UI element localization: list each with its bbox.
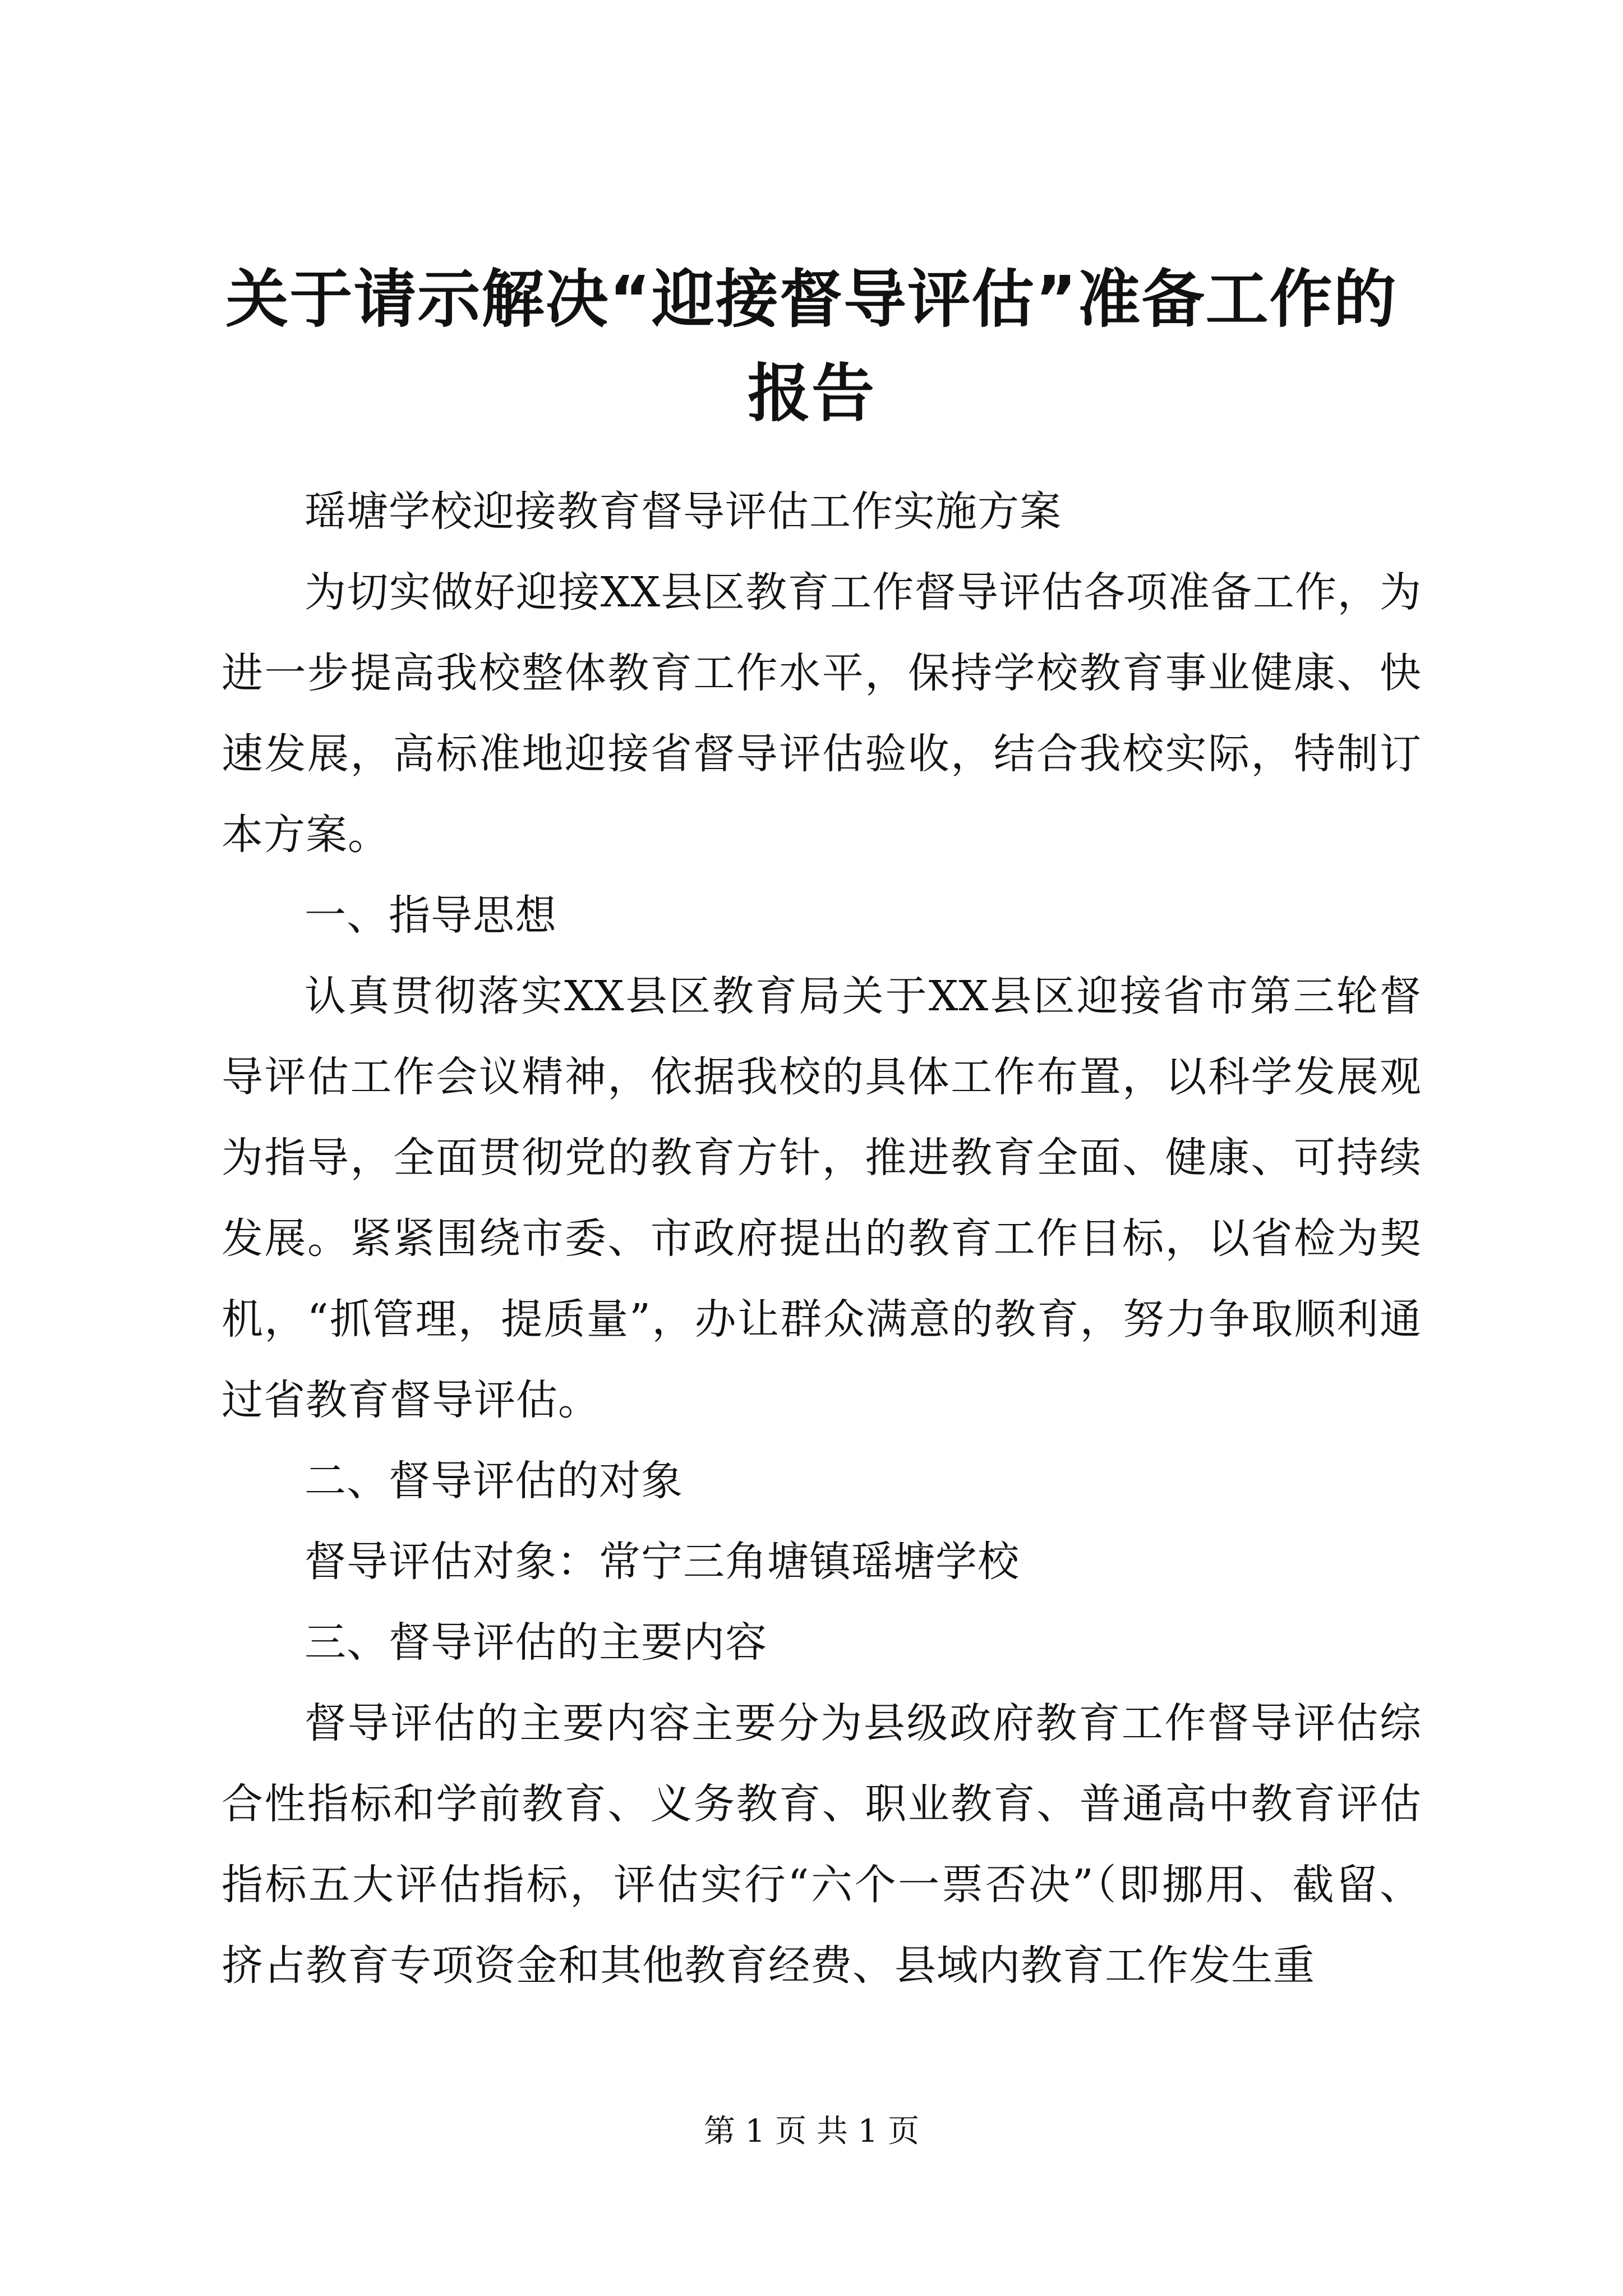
section-heading-guiding-thought: 一、指导思想 <box>305 891 557 940</box>
paragraph-guiding-thought: 认真贯彻落实XX县区教育局关于XX县区迎接省市第三轮督导评估工作会议精神，依据我校的具体工作布置，以科学发展观为指导，全面贯彻党的教育方针，推进教育全面、健康、可持续发展。紧紧围绕市委、市政府提出的教育工作目标，以省检为契机，“抓管理，提质量”，办让群众满意的教育，努力争取顺利通过省教育督导评估。 <box>222 972 1422 1424</box>
paragraph-intro: 为切实做好迎接XX县区教育工作督导评估各项准备工作，为进一步提高我校整体教育工作水平，保持学校教育事业健康、快速发展，高标准地迎接省督导评估验收，结合我校实际，特制订本方案。 <box>222 568 1422 859</box>
section-heading-evaluation-target: 二、督导评估的对象 <box>305 1457 683 1505</box>
paragraph-plan-title: 瑶塘学校迎接教育督导评估工作实施方案 <box>305 487 1062 536</box>
document-body <box>222 471 1422 2006</box>
document-title: 关于请示解决“迎接督导评估”准备工作的报告 <box>225 263 1398 430</box>
paragraph-main-content: 督导评估的主要内容主要分为县级政府教育工作督导评估综合性指标和学前教育、义务教育、职业教育、普通高中教育评估指标五大评估指标，评估实行“六个一票否决”（即挪用、截留、挤占教育专项资金和其他教育经费、县域内教育工作发生重 <box>222 1699 1422 1990</box>
page-footer <box>0 2109 1623 2154</box>
section-heading-main-content: 三、督导评估的主要内容 <box>305 1618 767 1667</box>
page-number-label: 第 1 页 共 1 页 <box>703 2113 920 2150</box>
paragraph-evaluation-target: 督导评估对象：常宁三角塘镇瑶塘学校 <box>305 1538 1020 1586</box>
